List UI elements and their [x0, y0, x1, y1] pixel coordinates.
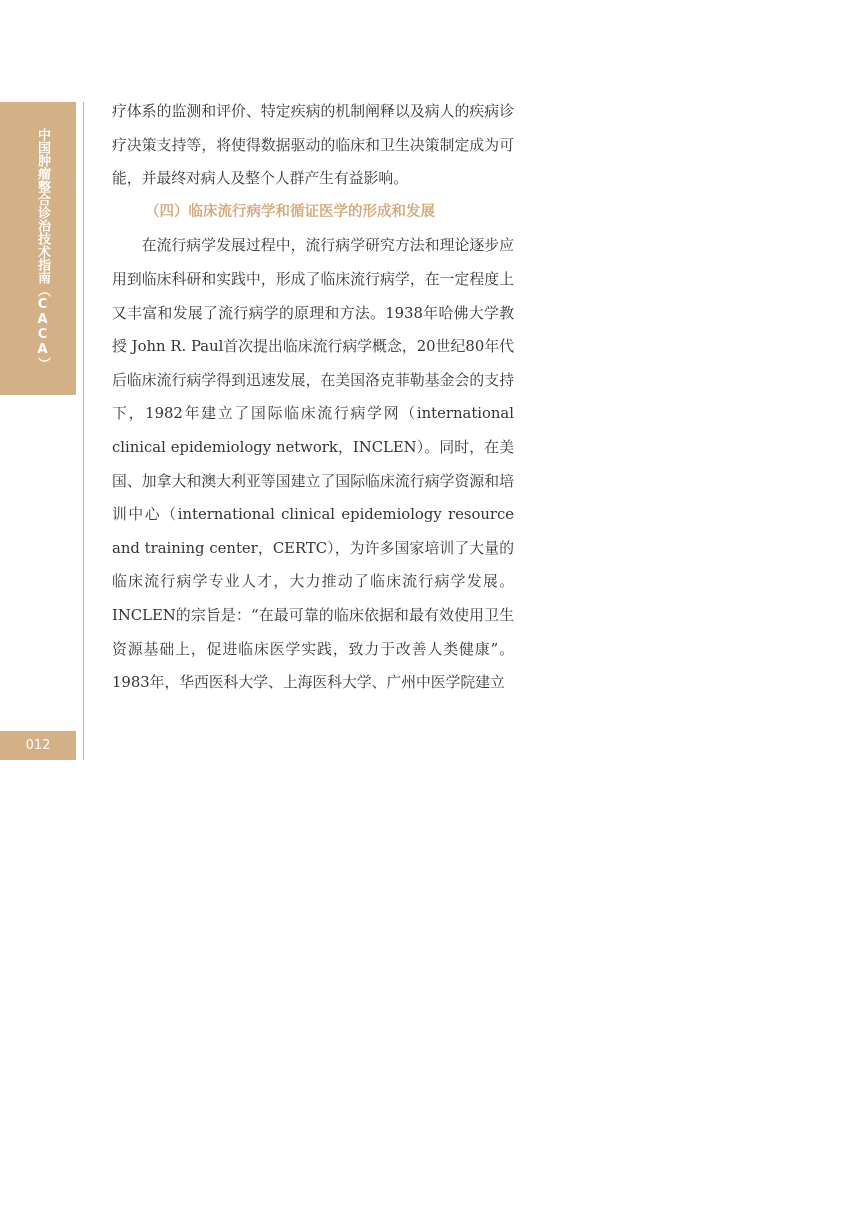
body-text — [112, 95, 514, 700]
paragraph-1: 疗体系的监测和评价、特定疾病的机制阐释以及病人的疾病诊疗决策支持等，将使得数据驱动的临床和卫生决策制定成为可能，并最终对病人及整个人群产生有益影响。 — [112, 103, 514, 188]
section-heading: （四）临床流行病学和循证医学的形成和发展 — [145, 203, 435, 220]
paragraph-2: 在流行病学发展过程中，流行病学研究方法和理论逐步应用到临床科研和实践中，形成了临床流行病学，在一定程度上又丰富和发展了流行病学的原理和方法。1938年哈佛大学教授 John R. Paul首次提出临床流行病学概念，20世纪80年代后临床流行病学得到迅速发展，在美国洛克菲勒基金会的支持下，1982年建立了国际临床流行病学网（international clinical epidemiology network，INCLEN）。同时，在美国、加拿大和澳大利亚等国建立了国际临床流行病学资源和培训中心（international clinical epidemiology resource and training center，CERTC），为许多国家培训了大量的临床流行病学专业人才，大力推动了临床流行病学发展。INCLEN的宗旨是：“在最可靠的临床依据和最有效使用卫生资源基础上，促进临床医学实践，致力于改善人类健康”。1983年，华西医科大学、上海医科大学、广州中医学院建立 — [112, 237, 514, 692]
sidebar-title: 中国肿瘤整合诊治技术指南（CACA） — [35, 128, 50, 370]
page-number: 012 — [25, 738, 51, 753]
margin-rule — [83, 102, 84, 760]
